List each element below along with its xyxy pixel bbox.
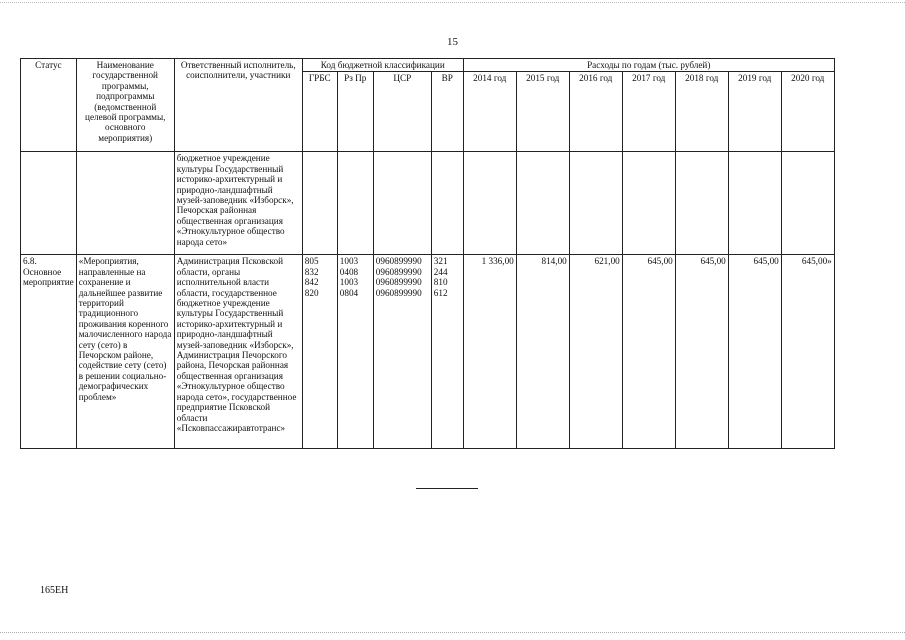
document-code: 165ЕН: [40, 585, 69, 596]
header-name: Наименование государственной программы, подпрограммы (ведомственной целевой программы, основного мероприятия): [76, 59, 174, 152]
header-row-1: [21, 59, 835, 72]
cell-empty: [302, 152, 337, 255]
header-status: Статус: [21, 59, 77, 152]
cell-empty: [622, 152, 675, 255]
header-year-2017: 2017 год: [622, 72, 675, 152]
vr-value: 321: [433, 256, 448, 267]
cell-empty: [337, 152, 373, 255]
cell-empty: [373, 152, 431, 255]
cell-vr: [431, 255, 463, 449]
vr-value: 612: [433, 287, 448, 298]
cell-empty: [431, 152, 463, 255]
scan-edge-bottom: [0, 632, 905, 634]
budget-table: [20, 58, 835, 449]
cell-status: [21, 255, 77, 449]
header-rzpr: Рз Пр: [337, 72, 373, 152]
rzpr-value: 0804: [339, 287, 359, 298]
header-csr: ЦСР: [373, 72, 431, 152]
rzpr-value: 1003: [339, 277, 359, 288]
cell-csr: [373, 255, 431, 449]
row-status: Основное мероприятие: [23, 266, 74, 288]
header-code-group: Код бюджетной классификации: [302, 59, 463, 72]
grbs-value: 832: [304, 266, 319, 277]
cell-empty: [728, 152, 781, 255]
grbs-value: 805: [304, 256, 319, 267]
vr-value: 810: [433, 277, 448, 288]
grbs-value: 820: [304, 287, 319, 298]
cell-name: «Мероприятия, направленные на сохранение и дальнейшее развитие территорий традиционного проживания коренного малочисленного народа сету (сето) в Печорском районе, содействие сету (сето) в решении социально-демографических проблем»: [76, 255, 174, 449]
header-executor: Ответственный исполнитель, соисполнители, участники: [174, 59, 302, 152]
header-year-2015: 2015 год: [516, 72, 569, 152]
cell-grbs: [302, 255, 337, 449]
cell-value-2020: 645,00»: [781, 255, 834, 449]
grbs-value: 842: [304, 277, 319, 288]
cell-value-2017: 645,00: [622, 255, 675, 449]
rzpr-value: 1003: [339, 256, 359, 267]
header-grbs: ГРБС: [302, 72, 337, 152]
vr-value: 244: [433, 266, 448, 277]
csr-value: 0960899990: [375, 287, 422, 298]
cell-value-2015: 814,00: [516, 255, 569, 449]
header-year-2016: 2016 год: [569, 72, 622, 152]
cell-empty: [76, 152, 174, 255]
cell-empty: [516, 152, 569, 255]
csr-value: 0960899990: [375, 266, 422, 277]
cell-empty: [21, 152, 77, 255]
cell-value-2016: 621,00: [569, 255, 622, 449]
cell-value-2019: 645,00: [728, 255, 781, 449]
page-number: 15: [447, 36, 458, 48]
cell-value-2018: 645,00: [675, 255, 728, 449]
header-year-2014: 2014 год: [463, 72, 516, 152]
scan-edge-top: [0, 2, 905, 4]
cell-empty: [675, 152, 728, 255]
cell-executor-continuation: бюджетное учреждение культуры Государственный историко-архитектурный и природно-ландшафтный музей-заповедник «Изборск», Печорская районная общественная организация «Этнокультурное общество народа сето»: [174, 152, 302, 255]
cell-empty: [569, 152, 622, 255]
cell-empty: [781, 152, 834, 255]
csr-value: 0960899990: [375, 256, 422, 267]
header-year-2020: 2020 год: [781, 72, 834, 152]
cell-executor: Администрация Псковской области, органы исполнительной власти области, государственное бюджетное учреждение культуры Государственный историко-архитектурный и природно-ландшафтный музей-заповедник «Изборск», Администрация Печорского района, Печорская районная общественная организация «Этнокультурное общество народа сето», государственное предприятие Псковской области «Псковпассажиравтотранс»: [174, 255, 302, 449]
header-year-2018: 2018 год: [675, 72, 728, 152]
rzpr-value: 0408: [339, 266, 359, 277]
table-row-6-8: [21, 255, 835, 449]
cell-rzpr: [337, 255, 373, 449]
header-year-2019: 2019 год: [728, 72, 781, 152]
csr-value: 0960899990: [375, 277, 422, 288]
row-number: 6.8.: [23, 256, 37, 267]
header-expenses-group: Расходы по годам (тыс. рублей): [463, 59, 834, 72]
table-row-continuation: [21, 152, 835, 255]
separator-line: [416, 488, 478, 489]
cell-value-2014: 1 336,00: [463, 255, 516, 449]
header-vr: ВР: [431, 72, 463, 152]
cell-empty: [463, 152, 516, 255]
